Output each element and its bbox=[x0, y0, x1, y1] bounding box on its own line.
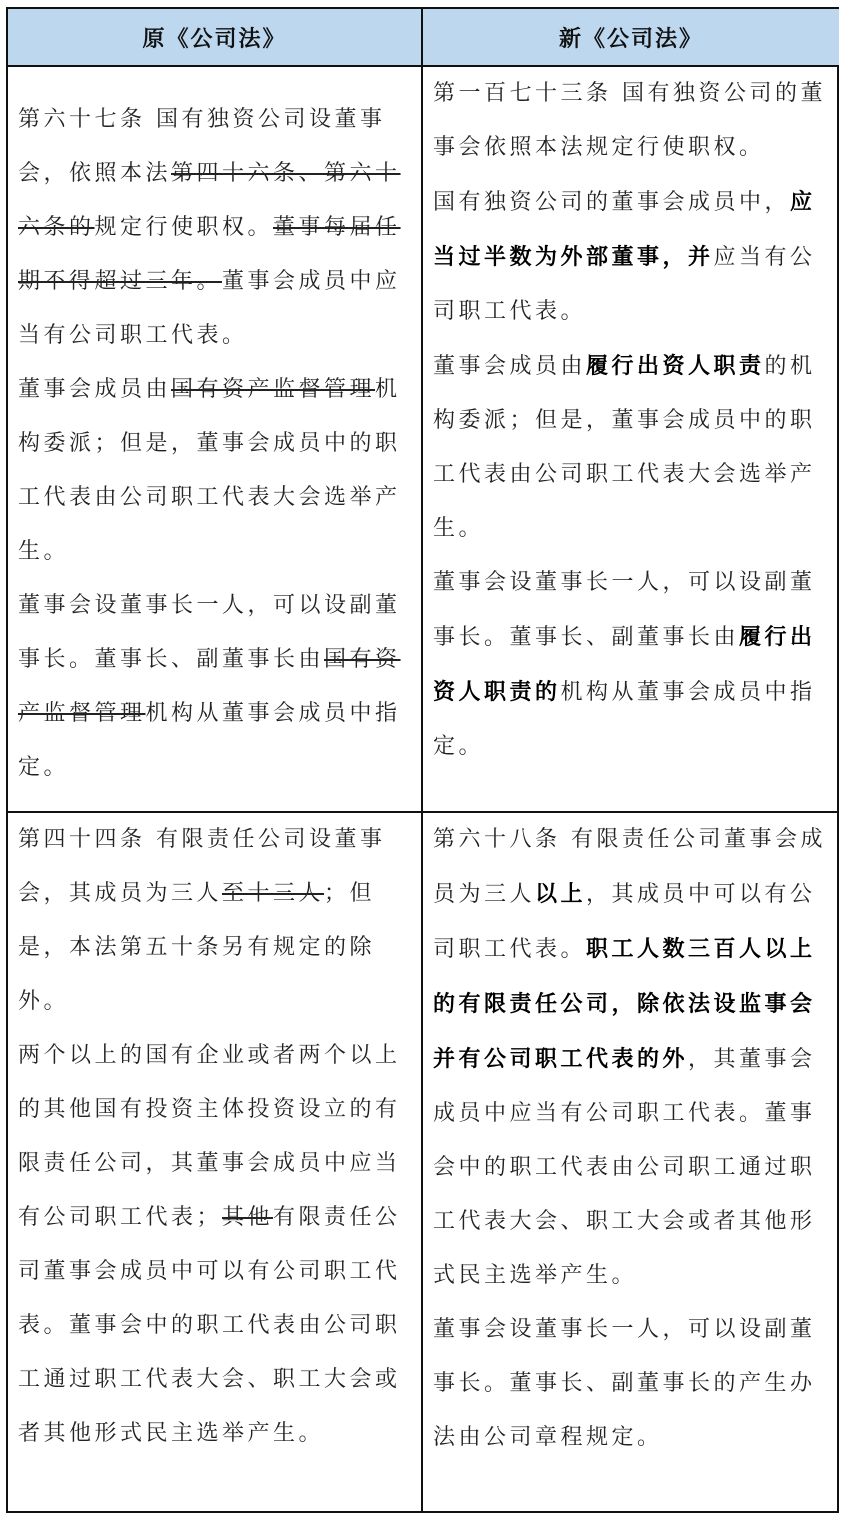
text-run: 机构从董事会成员中指定。 bbox=[433, 680, 816, 759]
header-new-law: 新《公司法》 bbox=[423, 9, 839, 65]
text-run: 第六十八条 有限责任公司董事会成员为三人 bbox=[433, 827, 826, 907]
deleted-text: 国有资产监督管理 bbox=[171, 377, 376, 402]
text-run: 的机构委派；但是，董事会成员中的职工代表由公司职工代表大会选举产生。 bbox=[433, 354, 816, 541]
header-old-law: 原《公司法》 bbox=[8, 9, 421, 65]
deleted-text: 其他 bbox=[222, 1205, 274, 1230]
text-run: ，其成员中可以有公司职工代表。 bbox=[433, 882, 816, 962]
added-text: 履行出资人职责的 bbox=[433, 624, 816, 705]
text-run: 两个以上的国有企业或者两个以上的其他国有投资主体投资设立的有限责任公司，其董事会成员中应当有公司职工代表； bbox=[18, 1043, 401, 1230]
paragraph bbox=[433, 556, 827, 774]
paragraph bbox=[433, 339, 827, 556]
deleted-text: 至十三人 bbox=[222, 881, 325, 906]
text-run: 董事会成员中应当有公司职工代表。 bbox=[18, 269, 401, 348]
row1-new-cell bbox=[423, 67, 839, 774]
text-run: ；但是，本法第五十条另有规定的除外。 bbox=[18, 881, 376, 1014]
row1-old-cell bbox=[8, 93, 421, 795]
deleted-text: 国有资产监督管理 bbox=[18, 647, 401, 726]
text-run: 有限责任公司董事会成员中可以有公司职工代表。董事会中的职工代表由公司职工通过职工代表大会、职工大会或者其他形式民主选举产生。 bbox=[18, 1205, 401, 1446]
text-run: 国有独资公司的董事会成员中， bbox=[433, 190, 791, 215]
paragraph bbox=[18, 363, 409, 579]
row2-new-cell bbox=[423, 813, 839, 1465]
text-run: 董事会成员由 bbox=[18, 377, 172, 402]
text-run: 董事会设董事长一人，可以设副董事长。董事长、副董事长由 bbox=[433, 570, 816, 650]
paragraph bbox=[433, 175, 827, 339]
paragraph bbox=[18, 1029, 409, 1461]
paragraph bbox=[18, 93, 409, 363]
paragraph bbox=[18, 813, 409, 1029]
text-run: 机构从董事会成员中指定。 bbox=[18, 701, 401, 780]
text-run: 第六十七条 国有独资公司设董事会，依照本法 bbox=[18, 107, 386, 186]
row2-old-cell bbox=[8, 813, 421, 1461]
added-text: 以上 bbox=[535, 881, 587, 907]
deleted-text: 董事每届任期不得超过三年。 bbox=[18, 215, 401, 294]
text-run: 董事会成员由 bbox=[433, 354, 587, 379]
text-run: 第四十四条 有限责任公司设董事会，其成员为三人 bbox=[18, 827, 386, 906]
text-run: 应当有公司职工代表。 bbox=[433, 245, 816, 324]
text-run: 规定行使职权。 bbox=[94, 215, 274, 240]
paragraph bbox=[433, 813, 827, 1303]
comparison-table bbox=[6, 7, 839, 1513]
deleted-text: 第四十六条、第六十六条的 bbox=[18, 161, 401, 240]
paragraph bbox=[433, 67, 827, 175]
text-run: 董事会设董事长一人，可以设副董事长。董事长、副董事长由 bbox=[18, 593, 401, 672]
paragraph bbox=[433, 1303, 827, 1465]
text-run: 机构委派；但是，董事会成员中的职工代表由公司职工代表大会选举产生。 bbox=[18, 377, 401, 564]
added-text: 职工人数三百人以上的有限责任公司，除依法设监事会并有公司职工代表的外 bbox=[433, 936, 816, 1072]
text-run: 董事会设董事长一人，可以设副董事长。董事长、副董事长的产生办法由公司章程规定。 bbox=[433, 1317, 816, 1450]
added-text: 应当过半数为外部董事，并 bbox=[433, 189, 816, 270]
text-run: 第一百七十三条 国有独资公司的董事会依照本法规定行使职权。 bbox=[433, 81, 826, 160]
text-run: ，其董事会成员中应当有公司职工代表。董事会中的职工代表由公司职工通过职工代表大会、职工大会或者其他形式民主选举产生。 bbox=[433, 1047, 816, 1288]
paragraph bbox=[18, 579, 409, 795]
added-text: 履行出资人职责 bbox=[586, 353, 765, 379]
